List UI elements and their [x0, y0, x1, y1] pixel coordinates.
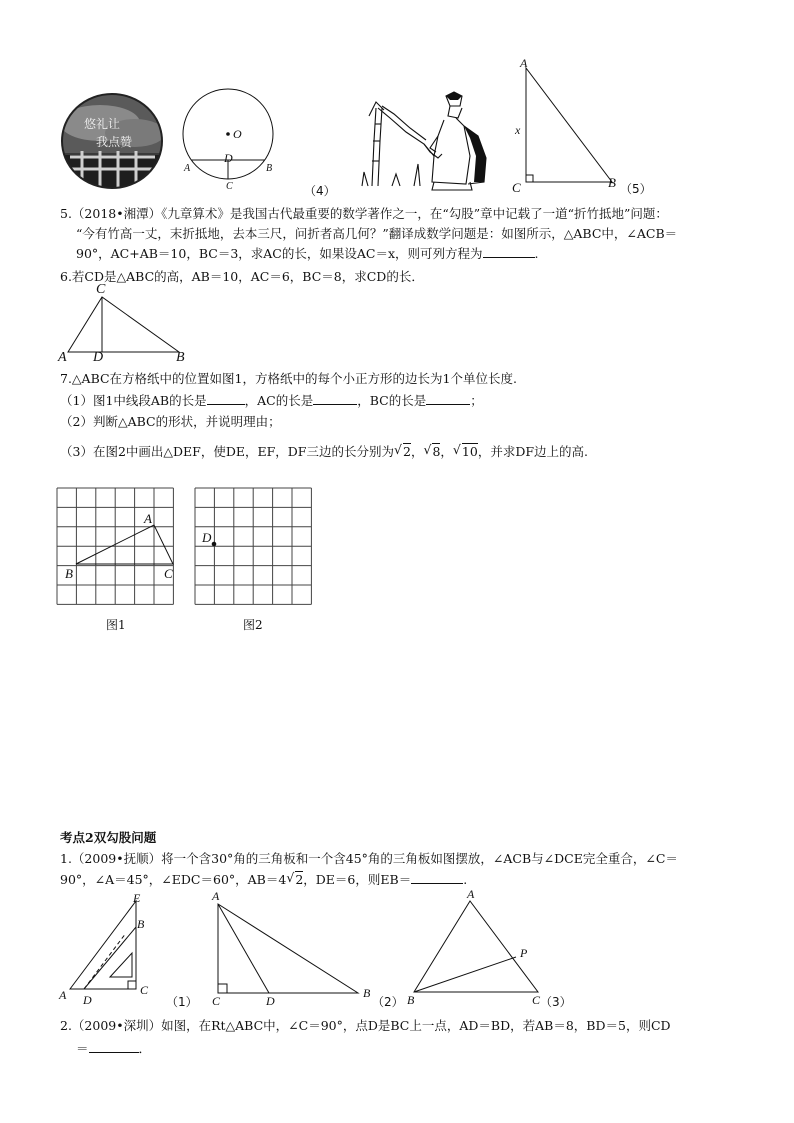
fig2-caption: （2）: [372, 995, 404, 1009]
fig1-label-A: A: [59, 988, 67, 1002]
s2-q1-text-c: .: [463, 872, 468, 887]
q7-bc-blank[interactable]: [426, 392, 470, 405]
q6-label-C: C: [96, 282, 106, 297]
grid-figure-1: [56, 487, 176, 607]
q6-label-D: D: [93, 350, 104, 365]
q7-part1: [60, 392, 483, 410]
fig2-label-C: C: [212, 994, 221, 1008]
fig4-label: （4）: [304, 184, 336, 198]
q5-line-3: [76, 245, 539, 263]
s2-q1-answer-blank[interactable]: [411, 871, 463, 884]
sqrt-8: √ 8: [423, 442, 441, 459]
q7-part1-text-d: ；: [470, 393, 483, 408]
s2-q2-line-2: [76, 1040, 151, 1058]
s2-q2-text-a: ＝: [76, 1041, 89, 1056]
fig2-label-D: D: [266, 994, 275, 1008]
coin-image: [60, 93, 164, 189]
tri5-label-B: B: [608, 175, 616, 190]
point-D: [212, 542, 217, 547]
fig1-label-B: B: [137, 917, 145, 931]
fig2-label-B: B: [363, 986, 371, 1000]
s2-q1-line-2: [60, 871, 467, 889]
triangle-fig5: [520, 62, 620, 187]
q7-part3-text-b: ，并求DF边上的高.: [477, 444, 588, 459]
circle-label-O: O: [233, 127, 242, 141]
sqrt-2-ab: √ 2: [286, 870, 304, 887]
center-dot: [226, 132, 230, 136]
q6-text: 6.若CD是△ABC的高，AB＝10，AC＝6，BC＝8，求CD的长．: [60, 269, 424, 284]
q7-part1-text-b: ，AC的长是: [244, 393, 314, 408]
grid2-label-D: D: [202, 530, 212, 545]
grid1-label-A: A: [144, 511, 152, 526]
coin-text-2: 我点赞: [96, 135, 133, 149]
s2-q1-text-a: 90°，∠A＝45°，∠EDC＝60°，AB＝4: [60, 872, 287, 887]
fig1-label-C: C: [140, 983, 149, 997]
q7-part1-text-c: ，BC的长是: [357, 393, 427, 408]
scholar-bamboo-illustration: [354, 86, 494, 196]
s2-q1-text-b: ，DE＝6，则EB＝: [303, 872, 412, 887]
q6-label-A: A: [58, 350, 67, 365]
tri5-label-x: x: [515, 123, 521, 137]
fig2-label-A: A: [212, 889, 220, 903]
s2-q2-answer-blank[interactable]: [89, 1040, 139, 1053]
sqrt-10: √ 10: [452, 442, 478, 459]
q7-part2: （2）判断△ABC的形状，并说明理由；: [60, 414, 281, 429]
fig1-label-E: E: [133, 891, 141, 905]
triangle-p-figure: [410, 895, 550, 995]
grid-figure-2: [194, 487, 314, 607]
grid1-caption: 图1: [106, 618, 126, 632]
s2-q2-line-1: 2.（2009•深圳）如图，在Rt△ABC中，∠C＝90°，点D是BC上一点，AD＝BD，若AB＝8，BD＝5，则CD: [60, 1018, 671, 1033]
circle-label-C: C: [226, 181, 233, 192]
q5-line-3-end: .: [534, 246, 539, 261]
grid1-label-C: C: [164, 566, 173, 581]
fig3-label-B: B: [407, 993, 415, 1007]
circle-label-A: A: [184, 163, 191, 174]
tri5-label-C: C: [512, 180, 521, 195]
grid1-label-B: B: [65, 566, 73, 581]
q7-part3: （3）在图2中画出△DEF，使DE，EF，DF三边的长分别为 √ 2， √ 8， √ 10，并求DF边上的高.: [60, 442, 588, 459]
q7-ac-blank[interactable]: [313, 392, 357, 405]
circle-label-B: B: [266, 163, 273, 174]
q7-part3-text-a: （3）在图2中画出△DEF，使DE，EF，DF三边的长分别为: [60, 444, 394, 459]
fig1-caption: （1）: [166, 995, 198, 1009]
fig3-label-A: A: [467, 887, 475, 901]
q7-intro: 7.△ABC在方格纸中的位置如图1，方格纸中的每个小正方形的边长为1个单位长度.: [60, 371, 517, 386]
right-triangle-figure: [212, 900, 362, 1000]
q5-line-3-text: 90°，AC+AB＝10，BC＝3，求AC的长，如果设AC＝x，则可列方程为: [76, 246, 483, 261]
fig3-caption: （3）: [540, 995, 572, 1009]
circle-figure: [178, 86, 278, 196]
q5-line-2: “今有竹高一丈，末折抵地，去本三尺，问折者高几何？”翻译成数学问题是：如图所示，△ABC中，∠ACB＝: [76, 226, 678, 241]
q7-part1-text-a: （1）图1中线段AB的长是: [60, 393, 207, 408]
grid2-caption: 图2: [243, 618, 263, 632]
coin-text-1: 悠礼让: [84, 117, 121, 131]
sqrt-2: √ 2: [393, 442, 411, 459]
fig5-label: （5）: [620, 182, 652, 196]
q6-label-B: B: [176, 350, 185, 365]
q5-answer-blank[interactable]: [483, 245, 535, 258]
circle-label-D: D: [224, 151, 233, 165]
fig3-label-C: C: [532, 993, 541, 1007]
fig3-label-P: P: [520, 946, 528, 960]
q7-ab-blank[interactable]: [207, 392, 245, 405]
q6-triangle: [62, 292, 192, 362]
s2-q1-line-1: 1.（2009•抚顺）将一个含30°角的三角板和一个含45°角的三角板如图摆放，∠ACB与∠DCE完全重合，∠C＝: [60, 851, 678, 866]
tri5-label-A: A: [520, 56, 528, 70]
section2-title: 考点2双勾股问题: [60, 830, 157, 845]
fig1-label-D: D: [83, 993, 92, 1007]
s2-q2-text-b: ．: [138, 1041, 152, 1056]
q5-line-1: 5.（2018•湘潭）《九章算术》是我国古代最重要的数学著作之一，在“勾股”章中记载了一道“折竹抵地”问题：: [60, 206, 668, 221]
